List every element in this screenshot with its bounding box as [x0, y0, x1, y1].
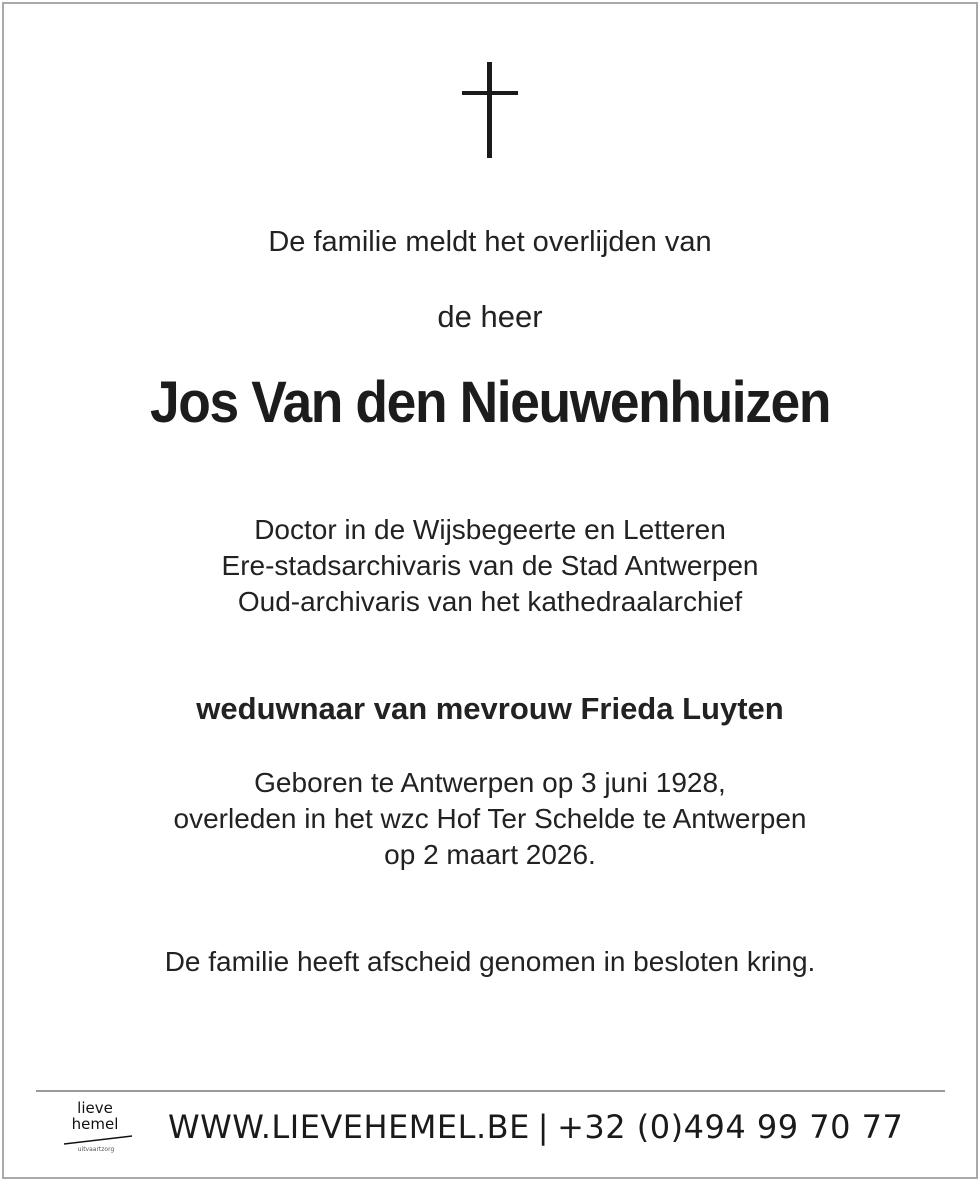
logo-swoosh-icon [62, 1133, 134, 1147]
notice-intro: De familie meldt het overlijden van [268, 226, 712, 258]
deceased-name: Jos Van den Nieuwenhuizen [149, 370, 831, 435]
qualifications [0, 512, 980, 620]
farewell-line: De familie heeft afscheid genomen in besloten kring. [164, 946, 816, 977]
dates-line: op 2 maart 2026. [384, 839, 596, 870]
notice-title: de heer [437, 299, 543, 334]
cross-icon [462, 62, 518, 158]
dates-line: overleden in het wzc Hof Ter Schelde te Antwerpen [173, 803, 807, 834]
qualification-line: Oud-archivaris van het kathedraalarchief [237, 586, 743, 617]
qualification-line: Doctor in de Wijsbegeerte en Letteren [254, 514, 726, 545]
contact-separator: | [537, 1108, 550, 1146]
logo-word-lieve: lieve [77, 1099, 113, 1117]
qualification-line: Ere-stadsarchivaris van de Stad Antwerpen [221, 550, 759, 581]
logo-tagline: uitvaartzorg [77, 1146, 115, 1153]
birth-death-dates [0, 765, 980, 873]
widower-line: weduwnaar van mevrouw Frieda Luyten [196, 691, 784, 726]
dates-line: Geboren te Antwerpen op 3 juni 1928, [254, 767, 726, 798]
lievehemel-logo [60, 1100, 136, 1160]
footer-contact [168, 1106, 903, 1148]
website-link[interactable]: WWW.LIEVEHEMEL.BE [168, 1108, 530, 1146]
logo-word-hemel: hemel [71, 1115, 119, 1133]
footer-divider [36, 1090, 945, 1092]
phone-number[interactable]: +32 (0)494 99 70 77 [557, 1108, 904, 1146]
